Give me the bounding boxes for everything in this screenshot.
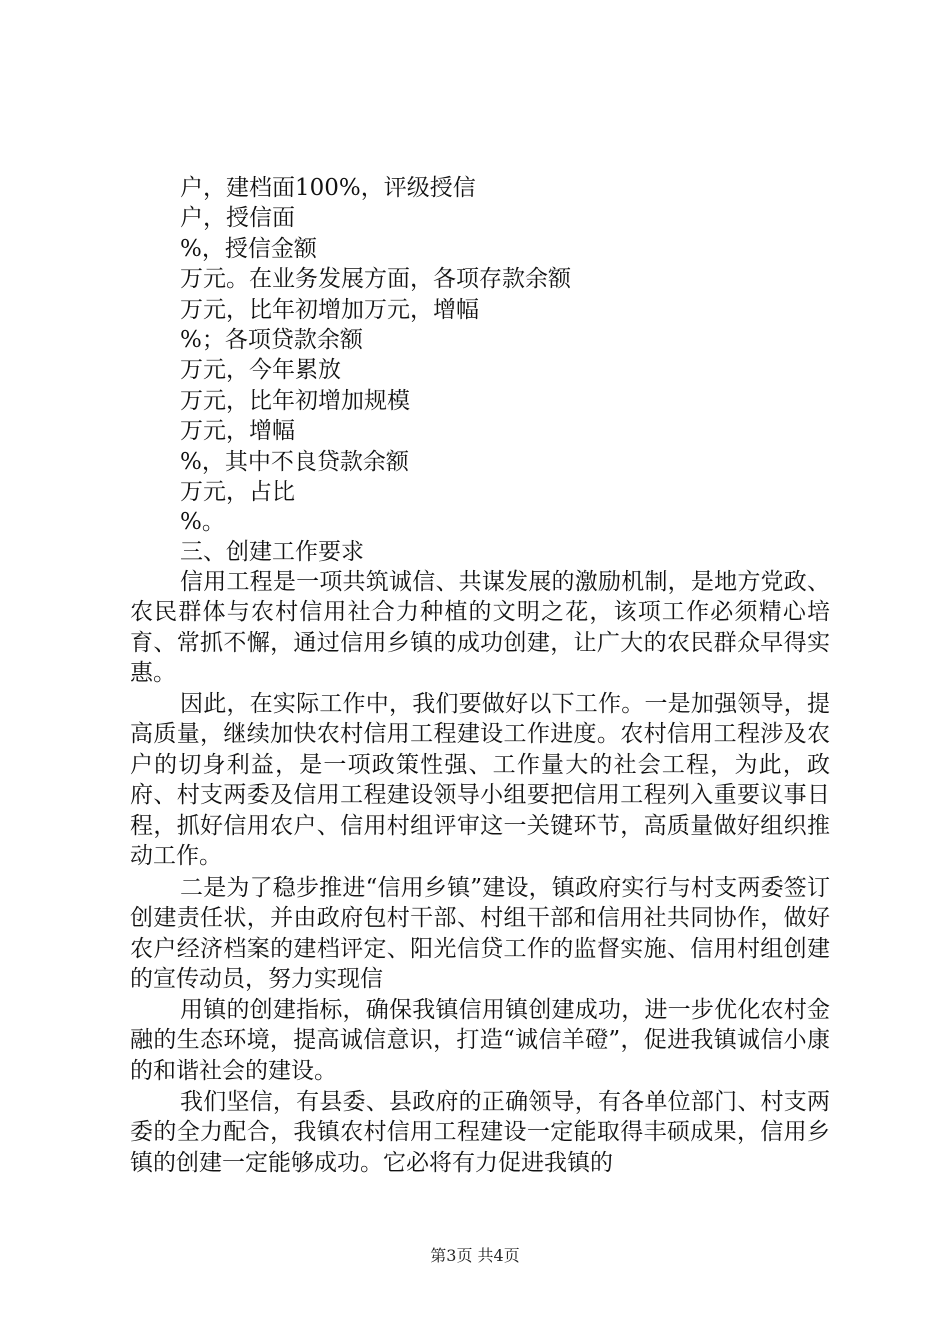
- text-line: 万元，占比: [180, 478, 295, 505]
- text-line: %。: [180, 509, 225, 536]
- page-footer: 第3页 共4页: [430, 1246, 520, 1265]
- text-line: 万元，增幅: [180, 418, 295, 445]
- text-line: 万元，今年累放: [180, 357, 341, 384]
- paragraph: 用镇的创建指标，确保我镇信用镇创建成功，进一步优化农村金融的生态环境，提高诚信意识，打造“诚信羊磴”，促进我镇诚信小康的和谐社会的建设。: [130, 997, 830, 1084]
- paragraph: 二是为了稳步推进“信用乡镇”建设，镇政府实行与村支两委签订创建责任状，并由政府包村干部、村组干部和信用社共同协作，做好农户经济档案的建档评定、阳光信贷工作的监督实施、信用村组创建的宣传动员，努力实现信: [130, 875, 830, 993]
- section-heading: 三、创建工作要求: [180, 539, 364, 565]
- paragraph: 我们坚信，有县委、县政府的正确领导，有各单位部门、村支两委的全力配合，我镇农村信用工程建设一定能取得丰硕成果，信用乡镇的创建一定能够成功。它必将有力促进我镇的: [130, 1089, 830, 1176]
- text-line: %，其中不良贷款余额: [180, 448, 409, 475]
- text-line: %；各项贷款余额: [180, 326, 363, 353]
- text-line: 万元。在业务发展方面，各项存款余额: [180, 266, 571, 293]
- text-line: 户，授信面: [180, 205, 295, 232]
- paragraph: 因此，在实际工作中，我们要做好以下工作。一是加强领导，提高质量，继续加快农村信用工程建设工作进度。农村信用工程涉及农户的切身利益，是一项政策性强、工作量大的社会工程，为此，政府、村支两委及信用工程建设领导小组要把信用工程列入重要议事日程，抓好信用农户、信用村组评审这一关键环节，高质量做好组织推动工作。: [130, 691, 830, 870]
- text-line: 万元，比年初增加万元，增幅: [180, 296, 479, 323]
- text-line: 户，建档面100%，评级授信: [180, 175, 476, 201]
- text-line: 万元，比年初增加规模: [180, 387, 410, 414]
- text-line: %，授信金额: [180, 235, 317, 262]
- figure-lines: [180, 173, 571, 538]
- paragraph: 信用工程是一项共筑诚信、共谋发展的激励机制，是地方党政、农民群体与农村信用社合力种植的文明之花，该项工作必须精心培育、常抓不懈，通过信用乡镇的成功创建，让广大的农民群众早得实惠。: [130, 569, 830, 687]
